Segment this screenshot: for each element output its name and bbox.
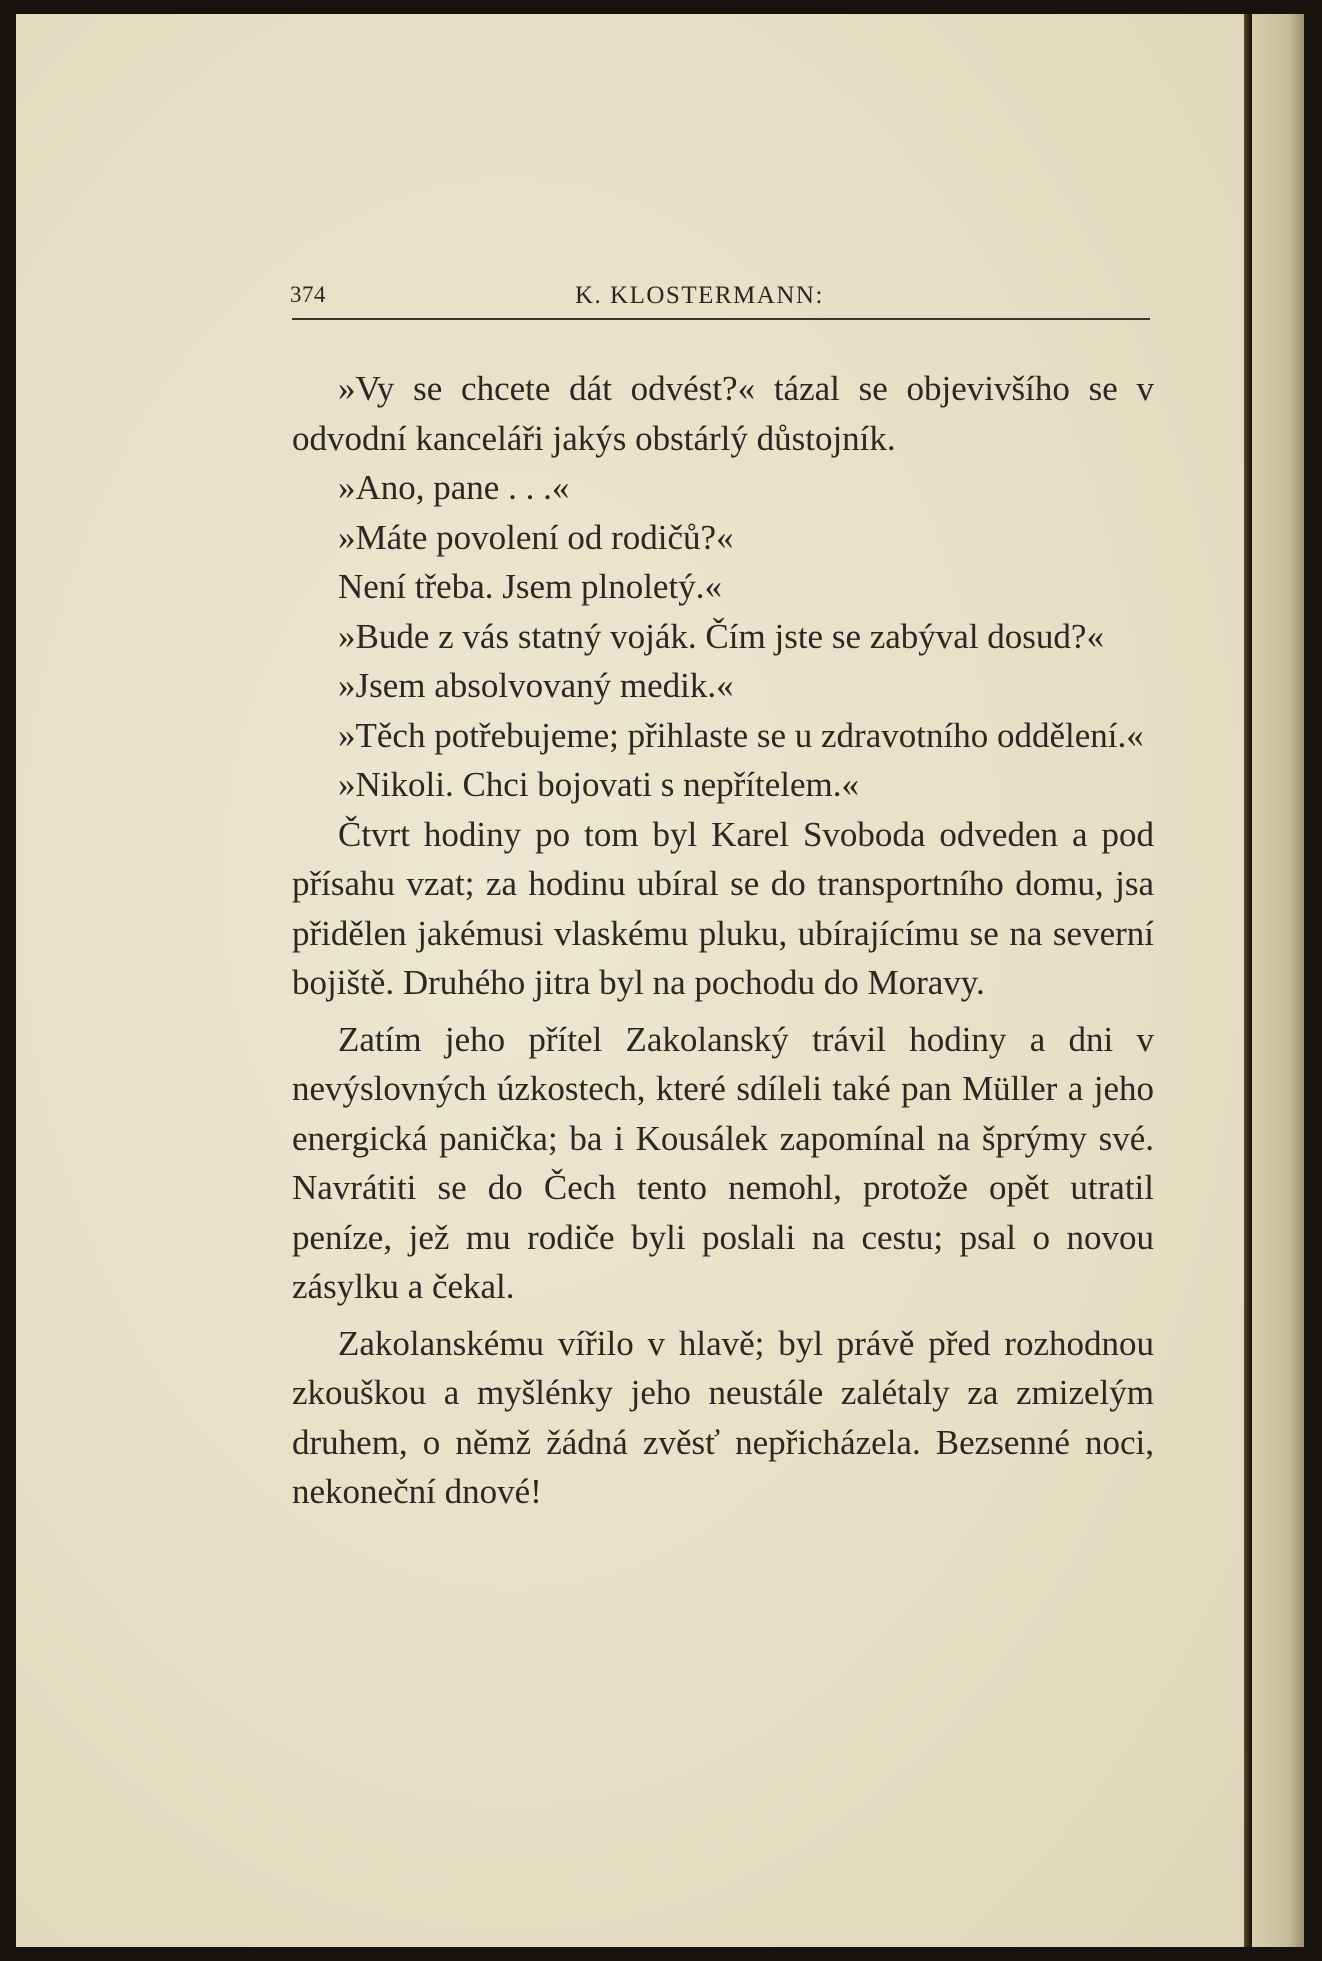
paragraph-dialogue: »Bude z vás statný voják. Čím jste se zabýval dosud?« <box>338 616 1104 656</box>
paragraph-dialogue: »Těch potřebujeme; přihlaste se u zdravotního oddělení.« <box>338 715 1144 755</box>
page-number: 374 <box>290 282 326 307</box>
paragraph-narrative: Čtvrt hodiny po tom byl Karel Svoboda odveden a pod přísahu vzat; za hodinu ubíral se do transportního domu, jsa přidělen jakémusi vlaskému pluku, ubírajícímu se na severní bojiště. Druhého jitra byl na pochodu do Moravy. <box>292 814 1154 1002</box>
facing-page-edge <box>1252 14 1304 1947</box>
paragraph-dialogue: Není třeba. Jsem plnoletý.« <box>338 567 722 606</box>
paragraph-dialogue: »Vy se chcete dát odvést?« tázal se objevivšího se v odvodní kanceláři jakýs obstárlý důstojník. <box>292 369 1154 458</box>
page-header <box>290 278 1148 318</box>
paragraph-dialogue: »Jsem absolvovaný medik.« <box>338 666 734 705</box>
paragraph-narrative: Zatím jeho přítel Zakolanský trávil hodiny a dni v nevýslovných úzkostech, které sdíleli také pan Müller a jeho energická panička; ba i Kousálek zapomínal na šprýmy své. Navrátiti se do Čech tento nemohl, protože opět utratil peníze, jež mu rodiče byli poslali na cestu; psal o novou zásylku a čekal. <box>292 1019 1154 1306</box>
header-rule <box>292 318 1150 320</box>
paragraph-dialogue: »Ano, pane . . .« <box>338 468 570 507</box>
paragraph-narrative: Zakolanskému vířilo v hlavě; byl právě před rozhodnou zkouškou a myšlénky jeho neustále zalétaly za zmizelým druhem, o němž žádná zvěsť nepřicházela. Bezsenné noci, nekoneční dnové! <box>292 1323 1154 1511</box>
paragraph-dialogue: »Máte povolení od rodičů?« <box>338 517 734 557</box>
body-text <box>292 364 1154 1517</box>
running-head: K. KLOSTERMANN: <box>575 282 824 309</box>
paragraph-dialogue: »Nikoli. Chci bojovati s nepřítelem.« <box>338 765 860 804</box>
page-gutter-shadow <box>1244 14 1252 1947</box>
